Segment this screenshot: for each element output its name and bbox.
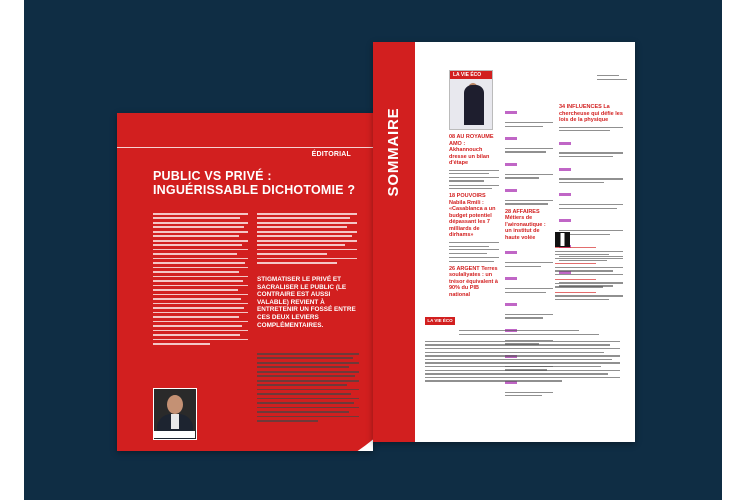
headline-4: 28 AFFAIRES Métiers de l'aéronautique : un institut de haute volée	[505, 208, 546, 241]
headline-3: 26 ARGENT Terres soulaliyates : un trésor équivalent à 90% du PIB national	[449, 265, 498, 298]
sommaire-page	[373, 42, 635, 442]
pull-quote: STIGMATISER LE PRIVÉ ET SACRALISER LE PUBLIC (LE CONTRAIRE EST AUSSI VALABLE) REVIENT À ENTRETENIR UN FOSSÉ ENTRE CES DEUX LEVIERS COMPLÉMENTAIRES.	[257, 276, 356, 329]
editorial-page	[117, 113, 373, 451]
toc-column-1	[449, 134, 499, 301]
magazine-cover-thumbnail	[449, 70, 493, 130]
title-line-1: PUBLIC VS PRIVÉ :	[153, 169, 272, 183]
headline-2: 18 POUVOIRS Nabila Rmili : «Casablanca a un budget potentiel dépassant les 7 milliards de dirhams»	[449, 193, 496, 239]
red-side-band	[373, 42, 415, 442]
body-column-2-bottom	[257, 353, 359, 433]
cover-title: LA VIE ÉCO	[453, 72, 482, 78]
section-label: ÉDITORIAL	[311, 151, 351, 158]
headline-5: 34 INFLUENCES La chercheuse qui défie les lois de la physique	[559, 104, 623, 123]
footer-logo: LA VIE ÉCO	[425, 317, 455, 325]
page-number	[597, 75, 627, 82]
title-line-2: INGUÉRISSABLE DICHOTOMIE ?	[153, 183, 356, 197]
editorial-title	[153, 169, 363, 197]
masthead-credits	[425, 330, 620, 400]
sidebar-notes	[555, 247, 623, 302]
portrait-caption	[153, 431, 195, 438]
headline-1: 08 AU ROYAUME AMO : Akhannouch dresse un bilan d'étape	[449, 134, 494, 166]
vertical-title: SOMMAIRE	[385, 107, 402, 197]
divider	[117, 147, 373, 148]
body-column-2-top	[257, 213, 357, 273]
qr-code-icon	[555, 232, 570, 247]
